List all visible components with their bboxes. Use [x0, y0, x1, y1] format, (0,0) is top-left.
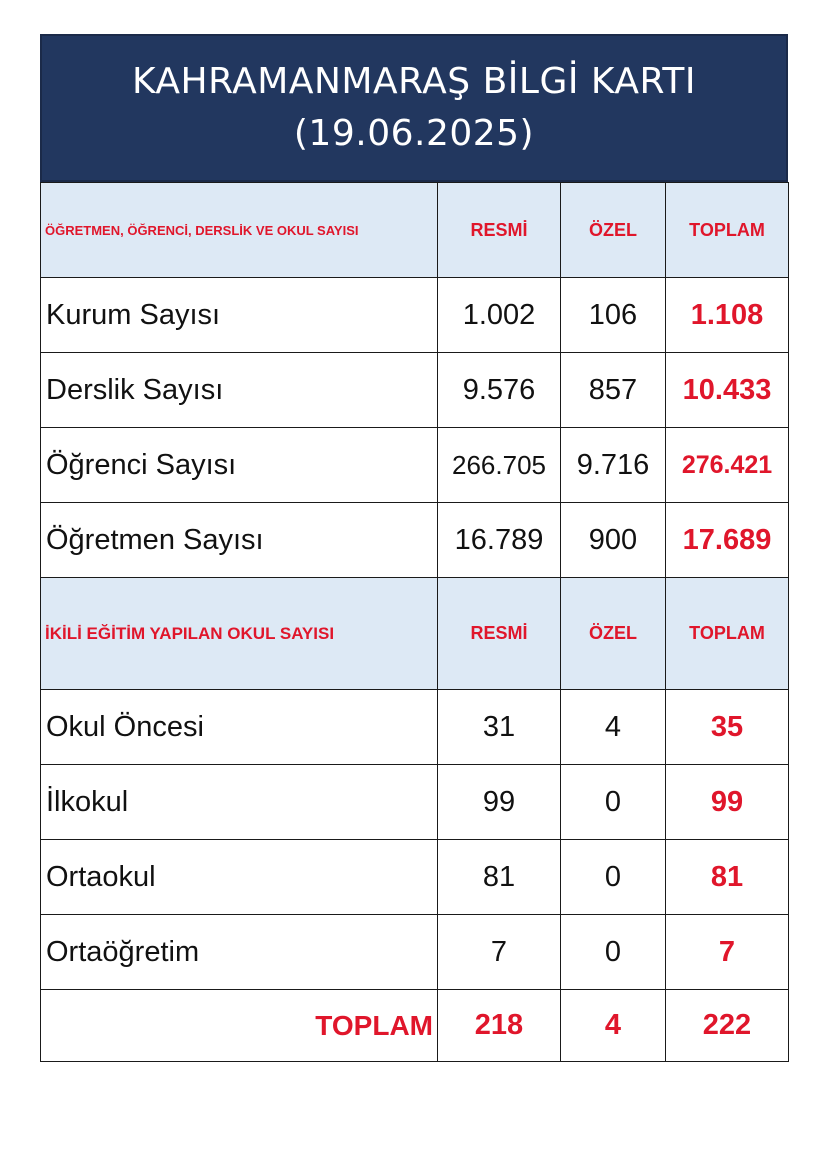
total-row: [41, 990, 789, 1062]
ozel-value: 900: [561, 503, 666, 578]
col-resmi-header: RESMİ: [438, 183, 561, 278]
col-toplam-header: TOPLAM: [666, 183, 789, 278]
ozel-value: 0: [561, 915, 666, 990]
ozel-value: 0: [561, 765, 666, 840]
card-title: KAHRAMANMARAŞ BİLGİ KARTI: [131, 61, 697, 102]
total-toplam: 222: [666, 990, 789, 1062]
table-row: [41, 503, 789, 578]
col-resmi-header: RESMİ: [438, 578, 561, 690]
toplam-value: 81: [666, 840, 789, 915]
table-row: [41, 428, 789, 503]
row-label: Kurum Sayısı: [41, 278, 438, 353]
table-row: [41, 765, 789, 840]
toplam-value: 17.689: [666, 503, 789, 578]
table-row: [41, 915, 789, 990]
card-date: (19.06.2025): [293, 113, 535, 154]
section2-header-row: [41, 578, 789, 690]
resmi-value: 99: [438, 765, 561, 840]
row-label: Öğretmen Sayısı: [41, 503, 438, 578]
resmi-value: 7: [438, 915, 561, 990]
ozel-value: 857: [561, 353, 666, 428]
ozel-value: 4: [561, 690, 666, 765]
row-label: Okul Öncesi: [41, 690, 438, 765]
toplam-value: 10.433: [666, 353, 789, 428]
resmi-value: 1.002: [438, 278, 561, 353]
total-label: TOPLAM: [41, 990, 438, 1062]
col-ozel-header: ÖZEL: [561, 183, 666, 278]
table-row: [41, 353, 789, 428]
ozel-value: 106: [561, 278, 666, 353]
row-label: Derslik Sayısı: [41, 353, 438, 428]
toplam-value: 7: [666, 915, 789, 990]
table-row: [41, 690, 789, 765]
row-label: Ortaokul: [41, 840, 438, 915]
info-card: [40, 34, 788, 1062]
row-label: İlkokul: [41, 765, 438, 840]
col-ozel-header: ÖZEL: [561, 578, 666, 690]
row-label: Ortaöğretim: [41, 915, 438, 990]
table-row: [41, 278, 789, 353]
row-label: Öğrenci Sayısı: [41, 428, 438, 503]
toplam-value: 276.421: [666, 428, 789, 503]
title-banner: [40, 34, 788, 182]
section2-heading: İKİLİ EĞİTİM YAPILAN OKUL SAYISI: [41, 578, 438, 690]
resmi-value: 16.789: [438, 503, 561, 578]
table-row: [41, 840, 789, 915]
ozel-value: 9.716: [561, 428, 666, 503]
section1-header-row: [41, 183, 789, 278]
toplam-value: 99: [666, 765, 789, 840]
resmi-value: 266.705: [438, 428, 561, 503]
stats-table: [40, 182, 789, 1062]
toplam-value: 1.108: [666, 278, 789, 353]
section1-heading: ÖĞRETMEN, ÖĞRENCİ, DERSLİK VE OKUL SAYISI: [41, 183, 438, 278]
resmi-value: 31: [438, 690, 561, 765]
col-toplam-header: TOPLAM: [666, 578, 789, 690]
toplam-value: 35: [666, 690, 789, 765]
resmi-value: 9.576: [438, 353, 561, 428]
resmi-value: 81: [438, 840, 561, 915]
total-ozel: 4: [561, 990, 666, 1062]
ozel-value: 0: [561, 840, 666, 915]
total-resmi: 218: [438, 990, 561, 1062]
